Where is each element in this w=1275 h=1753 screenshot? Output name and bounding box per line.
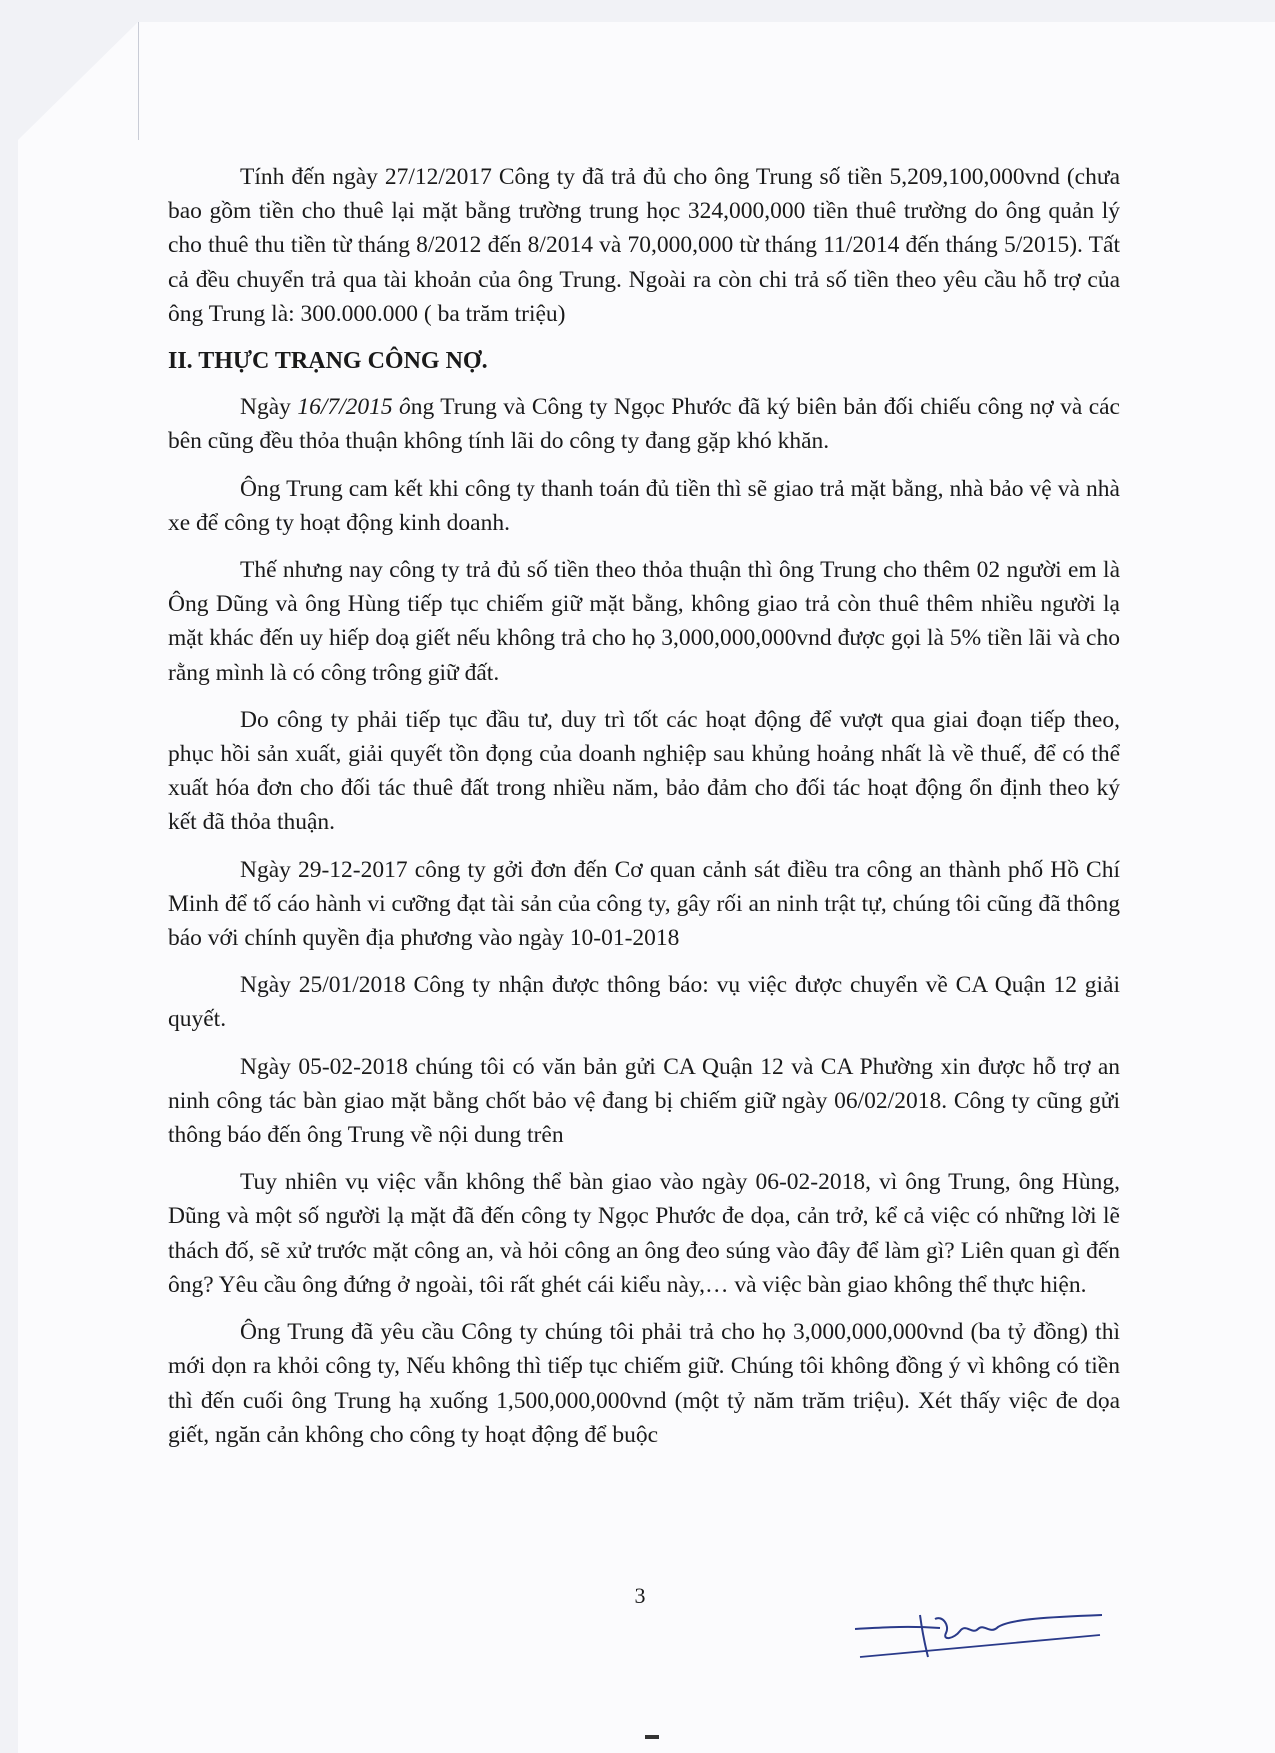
paragraph-notice: Ngày 25/01/2018 Công ty nhận được thông báo: vụ việc được chuyển về CA Quận 12 giải quyết. <box>168 972 1120 1033</box>
paragraph-payment-summary: Tính đến ngày 27/12/2017 Công ty đã trả đủ cho ông Trung số tiền 5,209,100,000vnd (chưa bao gồm tiền cho thuê lại mặt bằng trường trung học 324,000,000 tiền thuê trường do ông quản lý cho thuê thu tiền từ tháng 8/2012 đến 8/2014 và 70,000,000 từ tháng 11/2014 đến tháng 5/2015). Tất cả đều chuyển trả qua tài khoản của ông Trung. Ngoài ra còn chi trả số tiền theo yêu cầu hỗ trợ của ông Trung là: 300.000.000 ( ba trăm triệu) <box>168 164 1120 327</box>
paragraph-request-support: Ngày 05-02-2018 chúng tôi có văn bản gửi CA Quận 12 và CA Phường xin được hỗ trợ an ninh công tác bàn giao mặt bằng chốt bảo vệ đang bị chiếm giữ ngày 06/02/2018. Công ty cũng gửi thông báo đến ông Trung về nội dung trên <box>168 1053 1120 1149</box>
paragraph-investment: Do công ty phải tiếp tục đầu tư, duy trì tốt các hoạt động để vượt qua giai đoạn tiếp theo, phục hồi sản xuất, giải quyết tồn đọng của doanh nghiệp sau khủng hoảng nhất là về thuế, để có thể xuất hóa đơn cho đối tác thuê đất trong nhiều năm, bảo đảm cho đối tác hoạt động ổn định theo ký kết đã thỏa thuận. <box>168 706 1120 836</box>
paragraph-rest: ng Trung và Công ty Ngọc Phước đã ký biên bản đối chiếu công nợ và các bên cũng đều thỏa thuận không tính lãi do công ty đang gặp khó khăn. <box>168 394 1120 455</box>
scan-mark <box>645 1735 659 1739</box>
document-body <box>168 160 1120 1465</box>
folded-corner-edge <box>138 22 141 140</box>
signature <box>850 1595 1110 1665</box>
paragraph-prefix: Ngày <box>240 394 298 421</box>
italic-date: 16/7/2015 ô <box>297 394 411 421</box>
paragraph-demand: Ông Trung đã yêu cầu Công ty chúng tôi phải trả cho họ 3,000,000,000vnd (ba tỷ đồng) thì mới dọn ra khỏi công ty, Nếu không thì tiếp tục chiếm giữ. Chúng tôi không đồng ý vì không có tiền thì đến cuối ông Trung hạ xuống 1,500,000,000vnd (một tỷ năm trăm triệu). Xét thấy việc đe dọa giết, ngăn cản không cho công ty hoạt động để buộc <box>168 1319 1120 1448</box>
paragraph-occupation: Thế nhưng nay công ty trả đủ số tiền theo thỏa thuận thì ông Trung cho thêm 02 người em là Ông Dũng và ông Hùng tiếp tục chiếm giữ mặt bằng, không giao trả còn thuê thêm nhiều người lạ mặt khác đến uy hiếp doạ giết nếu không trả cho họ 3,000,000,000vnd được gọi là 5% tiền lãi và cho rằng mình là có công trông giữ đất. <box>168 557 1120 686</box>
section-heading: II. THỰC TRẠNG CÔNG NỢ. <box>168 348 488 375</box>
page-number: 3 <box>634 1583 646 1608</box>
paragraph-debt-reconciliation <box>168 390 1120 458</box>
paragraph-complaint: Ngày 29-12-2017 công ty gởi đơn đến Cơ quan cảnh sát điều tra công an thành phố Hồ Chí Minh để tố cáo hành vi cưỡng đạt tài sản của công ty, gây rối an ninh trật tự, chúng tôi cũng đã thông báo với chính quyền địa phương vào ngày 10-01-2018 <box>168 856 1120 952</box>
paragraph-handover-failed: Tuy nhiên vụ việc vẫn không thể bàn giao vào ngày 06-02-2018, vì ông Trung, ông Hùng, Dũng và một số người lạ mặt đã đến công ty Ngọc Phước đe dọa, cản trở, kể cả việc có những lời lẽ thách đố, sẽ xử trước mặt công an, và hỏi công an ông đeo súng vào đây để làm gì? Liên quan gì đến ông? Yêu cầu ông đứng ở ngoài, tôi rất ghét cái kiểu này,… và việc bàn giao không thể thực hiện. <box>168 1169 1120 1298</box>
paragraph-commitment: Ông Trung cam kết khi công ty thanh toán đủ tiền thì sẽ giao trả mặt bằng, nhà bảo vệ và nhà xe để công ty hoạt động kinh doanh. <box>168 475 1120 536</box>
